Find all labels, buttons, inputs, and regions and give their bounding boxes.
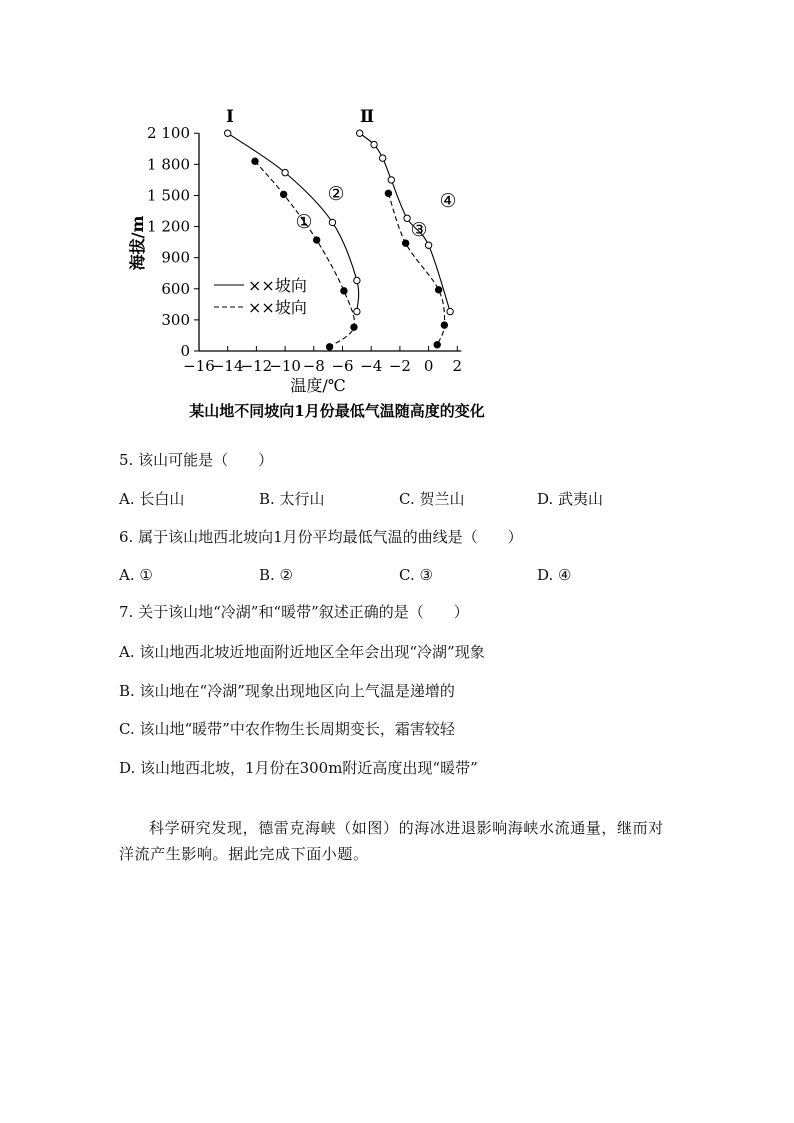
series-label: ②	[327, 183, 345, 205]
y-tick-label: 300	[161, 310, 190, 329]
question-5-option-d: D. 武夷山	[537, 490, 604, 508]
data-point	[354, 308, 360, 314]
series-label: ④	[439, 190, 457, 212]
chart-title: 某山地不同坡向1月份最低气温随高度的变化	[189, 402, 485, 420]
data-point	[326, 344, 332, 350]
data-point	[371, 141, 377, 147]
reading-intro-text: 科学研究发现，德雷克海峡（如图）的海冰进退影响海峡水流通量，继而对洋流产生影响。据此完成下面小题。	[119, 819, 664, 863]
question-7-option-c: C. 该山地“暖带”中农作物生长周期变长，霜害较轻	[119, 720, 455, 738]
y-tick-label: 1 800	[147, 155, 190, 174]
data-point	[388, 177, 394, 183]
data-point	[385, 190, 391, 196]
data-point	[404, 215, 410, 221]
x-tick-label: −2	[388, 357, 411, 375]
question-6-stem: 6. 属于该山地西北坡向1月份平均最低气温的曲线是（ ）	[119, 528, 523, 546]
data-point	[225, 130, 231, 136]
question-6-option-b: B. ②	[259, 566, 294, 584]
x-tick-label: −14	[211, 357, 244, 375]
chart-labels	[226, 107, 457, 241]
chart-legend	[214, 276, 307, 317]
group-label: Ⅱ	[359, 107, 375, 127]
data-point	[252, 158, 258, 164]
data-point	[354, 277, 360, 283]
x-tick-label: −6	[331, 357, 354, 375]
question-7-stem: 7. 关于该山地“冷湖”和“暖带”叙述正确的是（ ）	[119, 603, 469, 621]
question-7-option-a: A. 该山地西北坡近地面附近地区全年会出现“冷湖”现象	[119, 643, 485, 661]
temperature-altitude-chart	[0, 0, 794, 430]
y-axis-label: 海拔/m	[128, 215, 147, 271]
y-tick-labels	[147, 124, 199, 360]
x-tick-label: −4	[360, 357, 383, 375]
data-point	[441, 322, 447, 328]
series-label: ①	[295, 211, 313, 233]
series-line-3	[388, 193, 444, 344]
y-tick-label: 2 100	[147, 124, 190, 143]
question-6-option-c: C. ③	[399, 566, 433, 584]
question-6-option-a: A. ①	[119, 566, 153, 584]
data-point	[402, 240, 408, 246]
y-tick-label: 0	[180, 342, 190, 360]
question-6-option-d: D. ④	[537, 566, 572, 584]
data-point	[379, 155, 385, 161]
data-point	[313, 237, 319, 243]
x-tick-label: −10	[269, 357, 301, 375]
x-axis-label: 温度/℃	[290, 376, 346, 395]
y-tick-label: 600	[161, 279, 190, 298]
question-5-option-a: A. 长白山	[119, 490, 185, 508]
series-line-4	[360, 133, 450, 311]
question-5-option-c: C. 贺兰山	[399, 490, 465, 508]
series-label: ③	[410, 219, 428, 241]
data-point	[341, 288, 347, 294]
question-5-option-b: B. 太行山	[259, 490, 325, 508]
x-tick-label: 2	[452, 357, 463, 375]
data-point	[435, 287, 441, 293]
x-tick-label: −16	[183, 357, 215, 375]
group-label: Ⅰ	[226, 107, 234, 127]
legend-label: ××坡向	[248, 276, 307, 295]
x-tick-label: 0	[423, 357, 434, 375]
data-point	[425, 242, 431, 248]
reading-intro	[119, 815, 679, 867]
data-point	[447, 308, 453, 314]
data-point	[282, 169, 288, 175]
question-7-option-b: B. 该山地在“冷湖”现象出现地区向上气温是递增的	[119, 682, 455, 700]
y-tick-label: 1 500	[147, 186, 190, 205]
chart-axes	[199, 133, 461, 351]
x-tick-label: −8	[302, 357, 325, 375]
data-point	[351, 324, 357, 330]
data-point	[329, 219, 335, 225]
question-7-option-d: D. 该山地西北坡，1月份在300m附近高度出现“暖带”	[119, 759, 478, 777]
data-point	[280, 191, 286, 197]
data-point	[357, 130, 363, 136]
x-tick-label: −12	[240, 357, 273, 375]
data-point	[434, 342, 440, 348]
legend-label: ××坡向	[248, 298, 307, 317]
y-tick-label: 900	[161, 248, 190, 267]
y-tick-label: 1 200	[147, 217, 190, 236]
question-5-stem: 5. 该山可能是（ ）	[119, 451, 274, 469]
